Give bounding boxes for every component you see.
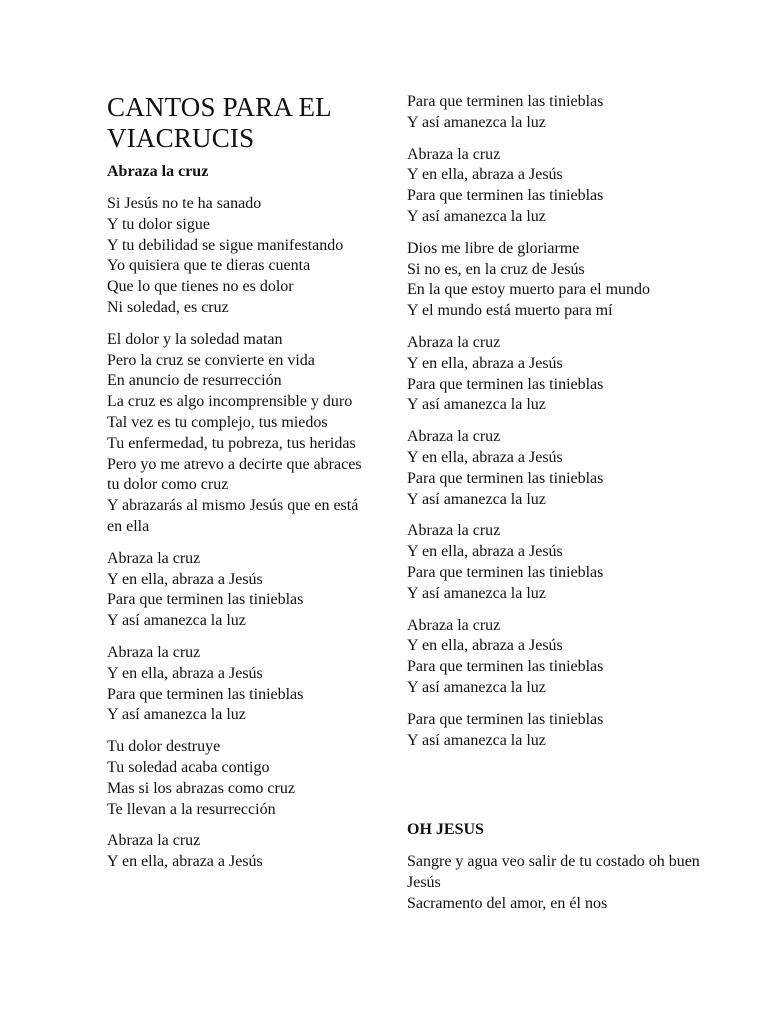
lyric-line: Y así amanezca la luz [407, 731, 546, 749]
lyric-line: Y así amanezca la luz [407, 113, 546, 131]
lyric-line: Y abrazarás al mismo Jesús que en está en ella [107, 497, 359, 535]
lyric-line: Y así amanezca la luz [107, 706, 246, 724]
stanza [407, 710, 707, 752]
lyric-line: Y así amanezca la luz [407, 678, 546, 696]
lyric-line: Sangre y agua veo salir de tu costado oh buen Jesús [407, 853, 700, 892]
lyric-line: Abraza la cruz [407, 428, 501, 446]
lyric-line: En anuncio de resurrección [107, 372, 282, 390]
lyric-line: Si Jesús no te ha sanado [107, 195, 262, 212]
lyric-line: Para que terminen las tinieblas [407, 658, 604, 676]
lyric-line: Y en ella, abraza a Jesús [407, 354, 563, 372]
stanza [407, 427, 707, 510]
stanza [107, 194, 369, 319]
lyric-line: Que lo que tienes no es dolor [107, 278, 294, 296]
lyric-line: Y en ella, abraza a Jesús [407, 166, 563, 184]
lyric-line: Ni soledad, es cruz [107, 298, 229, 316]
lyric-line: Y tu dolor sigue [107, 215, 210, 233]
lyric-line: Si no es, en la cruz de Jesús [407, 260, 585, 278]
lyric-line: Para que terminen las tinieblas [407, 563, 604, 581]
song-title-abraza-la-cruz: Abraza la cruz [107, 163, 209, 180]
lyric-line: Abraza la cruz [407, 333, 501, 351]
lyric-line: Abraza la cruz [407, 616, 501, 634]
lyric-line: En la que estoy muerto para el mundo [407, 281, 651, 299]
lyric-line: Tu enfermedad, tu pobreza, tus heridas [107, 434, 356, 452]
lyric-line: Tu soledad acaba contigo [107, 758, 270, 776]
right-lyrics [407, 92, 707, 751]
stanza [407, 92, 707, 134]
lyric-line: Y en ella, abraza a Jesús [407, 637, 563, 655]
lyric-line: Tal vez es tu complejo, tus miedos [107, 413, 328, 431]
lyric-line: Y en ella, abraza a Jesús [107, 664, 263, 682]
right-column [407, 92, 707, 926]
lyric-line: Abraza la cruz [107, 832, 201, 850]
stanza [107, 330, 369, 538]
lyric-line: Para que terminen las tinieblas [107, 685, 304, 703]
lyric-line: Tu dolor destruye [107, 738, 221, 756]
stanza [407, 239, 707, 322]
lyric-line: La cruz es algo incomprensible y duro [107, 393, 353, 411]
lyric-line: Para que terminen las tinieblas [407, 710, 604, 728]
lyric-line: Y así amanezca la luz [407, 396, 546, 414]
lyric-line: Y en ella, abraza a Jesús [407, 448, 563, 466]
stanza [107, 737, 369, 820]
stanza [407, 521, 707, 604]
lyric-line: Y así amanezca la luz [107, 612, 246, 630]
lyric-line: Abraza la cruz [407, 145, 501, 163]
lyric-line: Mas si los abrazas como cruz [107, 779, 295, 797]
stanza [107, 643, 369, 726]
stanza [407, 616, 707, 699]
lyric-line: Para que terminen las tinieblas [407, 375, 604, 393]
lyric-line: Para que terminen las tinieblas [407, 93, 604, 110]
lyric-line: Y en ella, abraza a Jesús [407, 543, 563, 561]
left-column [107, 92, 369, 884]
stanza [107, 549, 369, 632]
lyric-line: Te llevan a la resurrección [107, 800, 276, 818]
lyric-line: Dios me libre de gloriarme [407, 239, 580, 257]
lyric-line: Y en ella, abraza a Jesús [107, 853, 263, 871]
oh-jesus-lyrics [407, 852, 707, 914]
lyric-line: Para que terminen las tinieblas [107, 591, 304, 609]
lyric-line: Y así amanezca la luz [407, 584, 546, 602]
page-title: CANTOS PARA EL VIACRUCIS [107, 92, 331, 153]
section-gap [407, 762, 707, 820]
stanza [107, 831, 369, 873]
lyric-line: Y tu debilidad se sigue manifestando [107, 236, 344, 254]
lyric-line: Para que terminen las tinieblas [407, 469, 604, 487]
lyric-line: Para que terminen las tinieblas [407, 187, 604, 205]
lyric-line: Pero yo me atrevo a decirte que abraces tu dolor como cruz [107, 455, 362, 494]
lyric-line: Yo quisiera que te dieras cuenta [107, 257, 311, 275]
song-title-oh-jesus: OH JESUS [407, 821, 484, 839]
stanza [407, 145, 707, 228]
lyric-line: Y así amanezca la luz [407, 207, 546, 225]
left-lyrics [107, 194, 369, 873]
stanza [407, 852, 707, 914]
lyric-line: Sacramento del amor, en él nos [407, 894, 608, 912]
lyric-line: El dolor y la soledad matan [107, 330, 283, 348]
lyric-line: Y el mundo está muerto para mí [407, 302, 613, 320]
lyric-line: Abraza la cruz [107, 643, 201, 661]
lyric-line: Abraza la cruz [107, 549, 201, 567]
lyric-line: Abraza la cruz [407, 522, 501, 540]
lyric-line: Y así amanezca la luz [407, 490, 546, 508]
lyric-line: Y en ella, abraza a Jesús [107, 570, 263, 588]
stanza [407, 333, 707, 416]
lyric-line: Pero la cruz se convierte en vida [107, 351, 315, 369]
